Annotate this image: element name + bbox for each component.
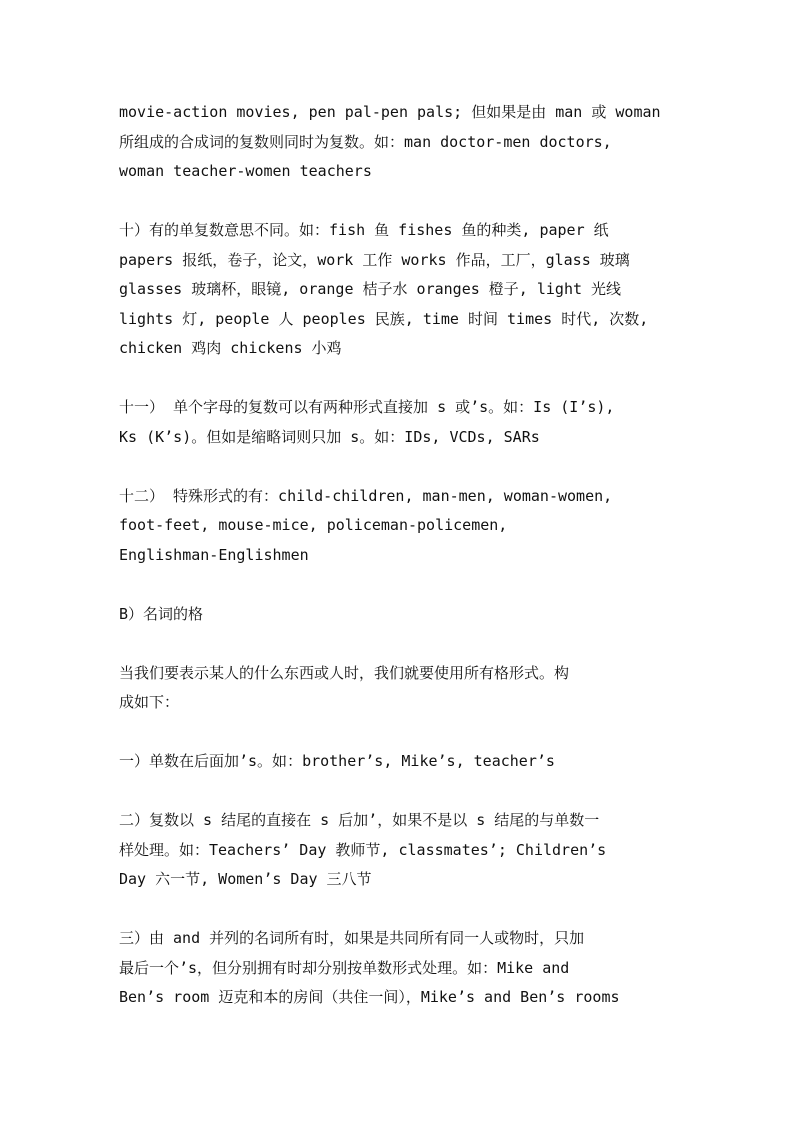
paragraph-gap <box>119 452 699 482</box>
text-line: 最后一个’s，但分别拥有时却分别按单数形式处理。如：Mike and <box>119 958 570 977</box>
document-page <box>119 98 699 1013</box>
paragraph-compound-plural <box>119 98 699 187</box>
text-line: Ben’s room 迈克和本的房间（共住一间），Mike’s and Ben’s rooms <box>119 988 620 1006</box>
text-line: 所组成的合成词的复数则同时为复数。如：man doctor-men doctors, <box>119 132 612 151</box>
section-heading: B）名词的格 <box>119 604 204 623</box>
text-line: 二）复数以 s 结尾的直接在 s 后加’，如果不是以 s 结尾的与单数一 <box>119 811 600 829</box>
text-line: lights 灯, people 人 peoples 民族, time 时间 times 时代, 次数, <box>119 309 649 328</box>
paragraph-possessive-rule-2 <box>119 806 699 895</box>
paragraph-gap <box>119 364 699 394</box>
paragraph-rule-12 <box>119 482 699 571</box>
text-line: chicken 鸡肉 chickens 小鸡 <box>119 339 342 357</box>
paragraph-rule-10 <box>119 216 699 364</box>
paragraph-gap <box>119 629 699 659</box>
text-line: papers 报纸，卷子，论文，work 工作 works 作品，工厂，glass 玻璃 <box>119 250 630 269</box>
paragraph-gap <box>119 187 699 217</box>
text-line: 十二） 特殊形式的有：child-children, man-men, woman-women, <box>119 486 613 505</box>
text-line: 十）有的单复数意思不同。如：fish 鱼 fishes 鱼的种类, paper 纸 <box>119 221 609 239</box>
text-line: Englishman-Englishmen <box>119 545 309 564</box>
text-line: glasses 玻璃杯，眼镜, orange 桔子水 oranges 橙子, light 光线 <box>119 280 622 298</box>
text-line: 三）由 and 并列的名词所有时，如果是共同所有同一人或物时，只加 <box>119 929 585 947</box>
paragraph-possessive-rule-3 <box>119 924 699 1013</box>
paragraph-possessive-rule-1 <box>119 747 699 777</box>
section-heading-noun-case <box>119 600 699 630</box>
text-line: 成如下： <box>119 693 180 711</box>
paragraph-gap <box>119 895 699 925</box>
text-line: foot-feet, mouse-mice, policeman-policemen, <box>119 516 508 534</box>
paragraph-rule-11 <box>119 393 699 452</box>
text-line: Ks (K’s)。但如是缩略词则只加 s。如：IDs, VCDs, SARs <box>119 427 540 446</box>
text-line: 当我们要表示某人的什么东西或人时，我们就要使用所有格形式。构 <box>119 663 570 682</box>
paragraph-gap <box>119 777 699 807</box>
text-line: 样处理。如：Teachers’ Day 教师节, classmates’; Children’s <box>119 840 607 859</box>
text-line: 十一） 单个字母的复数可以有两种形式直接加 s 或’s。如：Is (I’s), <box>119 398 615 416</box>
paragraph-gap <box>119 570 699 600</box>
text-line: woman teacher-women teachers <box>119 162 372 180</box>
text-line: Day 六一节, Women’s Day 三八节 <box>119 870 372 888</box>
paragraph-gap <box>119 718 699 748</box>
paragraph-possessive-intro <box>119 659 699 718</box>
text-line: movie-action movies, pen pal-pen pals; 但如果是由 man 或 woman <box>119 103 661 121</box>
text-line: 一）单数在后面加’s。如：brother’s, Mike’s, teacher’s <box>119 752 555 770</box>
